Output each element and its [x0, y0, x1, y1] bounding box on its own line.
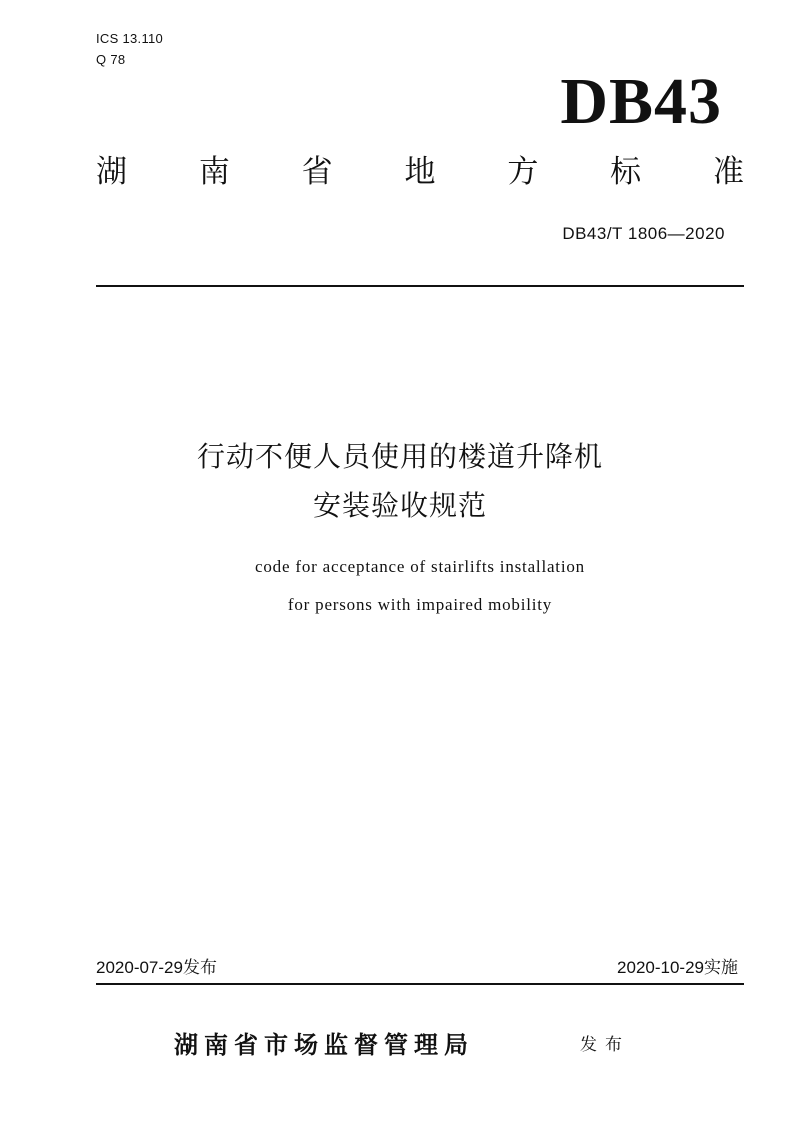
title-cn-line1: 行动不便人员使用的楼道升降机: [196, 440, 603, 473]
standard-type-char: 南: [198, 154, 230, 190]
standard-type-char: 标: [610, 154, 642, 190]
issuer-suffix: 发布: [580, 1035, 630, 1055]
standard-type-char: 准: [712, 154, 744, 190]
classification-code: Q 78: [96, 52, 126, 67]
issuer-name: 湖南省市场监督管理局: [174, 1031, 474, 1059]
ics-code: ICS 13.110: [96, 31, 164, 46]
standard-number: DB43/T 1806—2020: [562, 224, 725, 243]
title-cn-line2: 安装验收规范: [312, 489, 487, 522]
issue-date: 2020-07-29发布: [96, 958, 217, 977]
standard-type: [96, 150, 744, 194]
standard-type-char: 湖: [96, 154, 127, 190]
top-divider: [96, 285, 744, 287]
bottom-divider: [96, 983, 744, 985]
standard-type-char: 省: [301, 154, 333, 190]
standard-mark: DB43: [560, 65, 722, 138]
standard-type-char: 方: [507, 154, 539, 190]
standard-type-char: 地: [404, 154, 436, 190]
implementation-date: 2020-10-29实施: [617, 958, 738, 977]
title-en-line2: for persons with impaired mobility: [287, 595, 553, 614]
title-en-line1: code for acceptance of stairlifts installation: [255, 557, 585, 576]
